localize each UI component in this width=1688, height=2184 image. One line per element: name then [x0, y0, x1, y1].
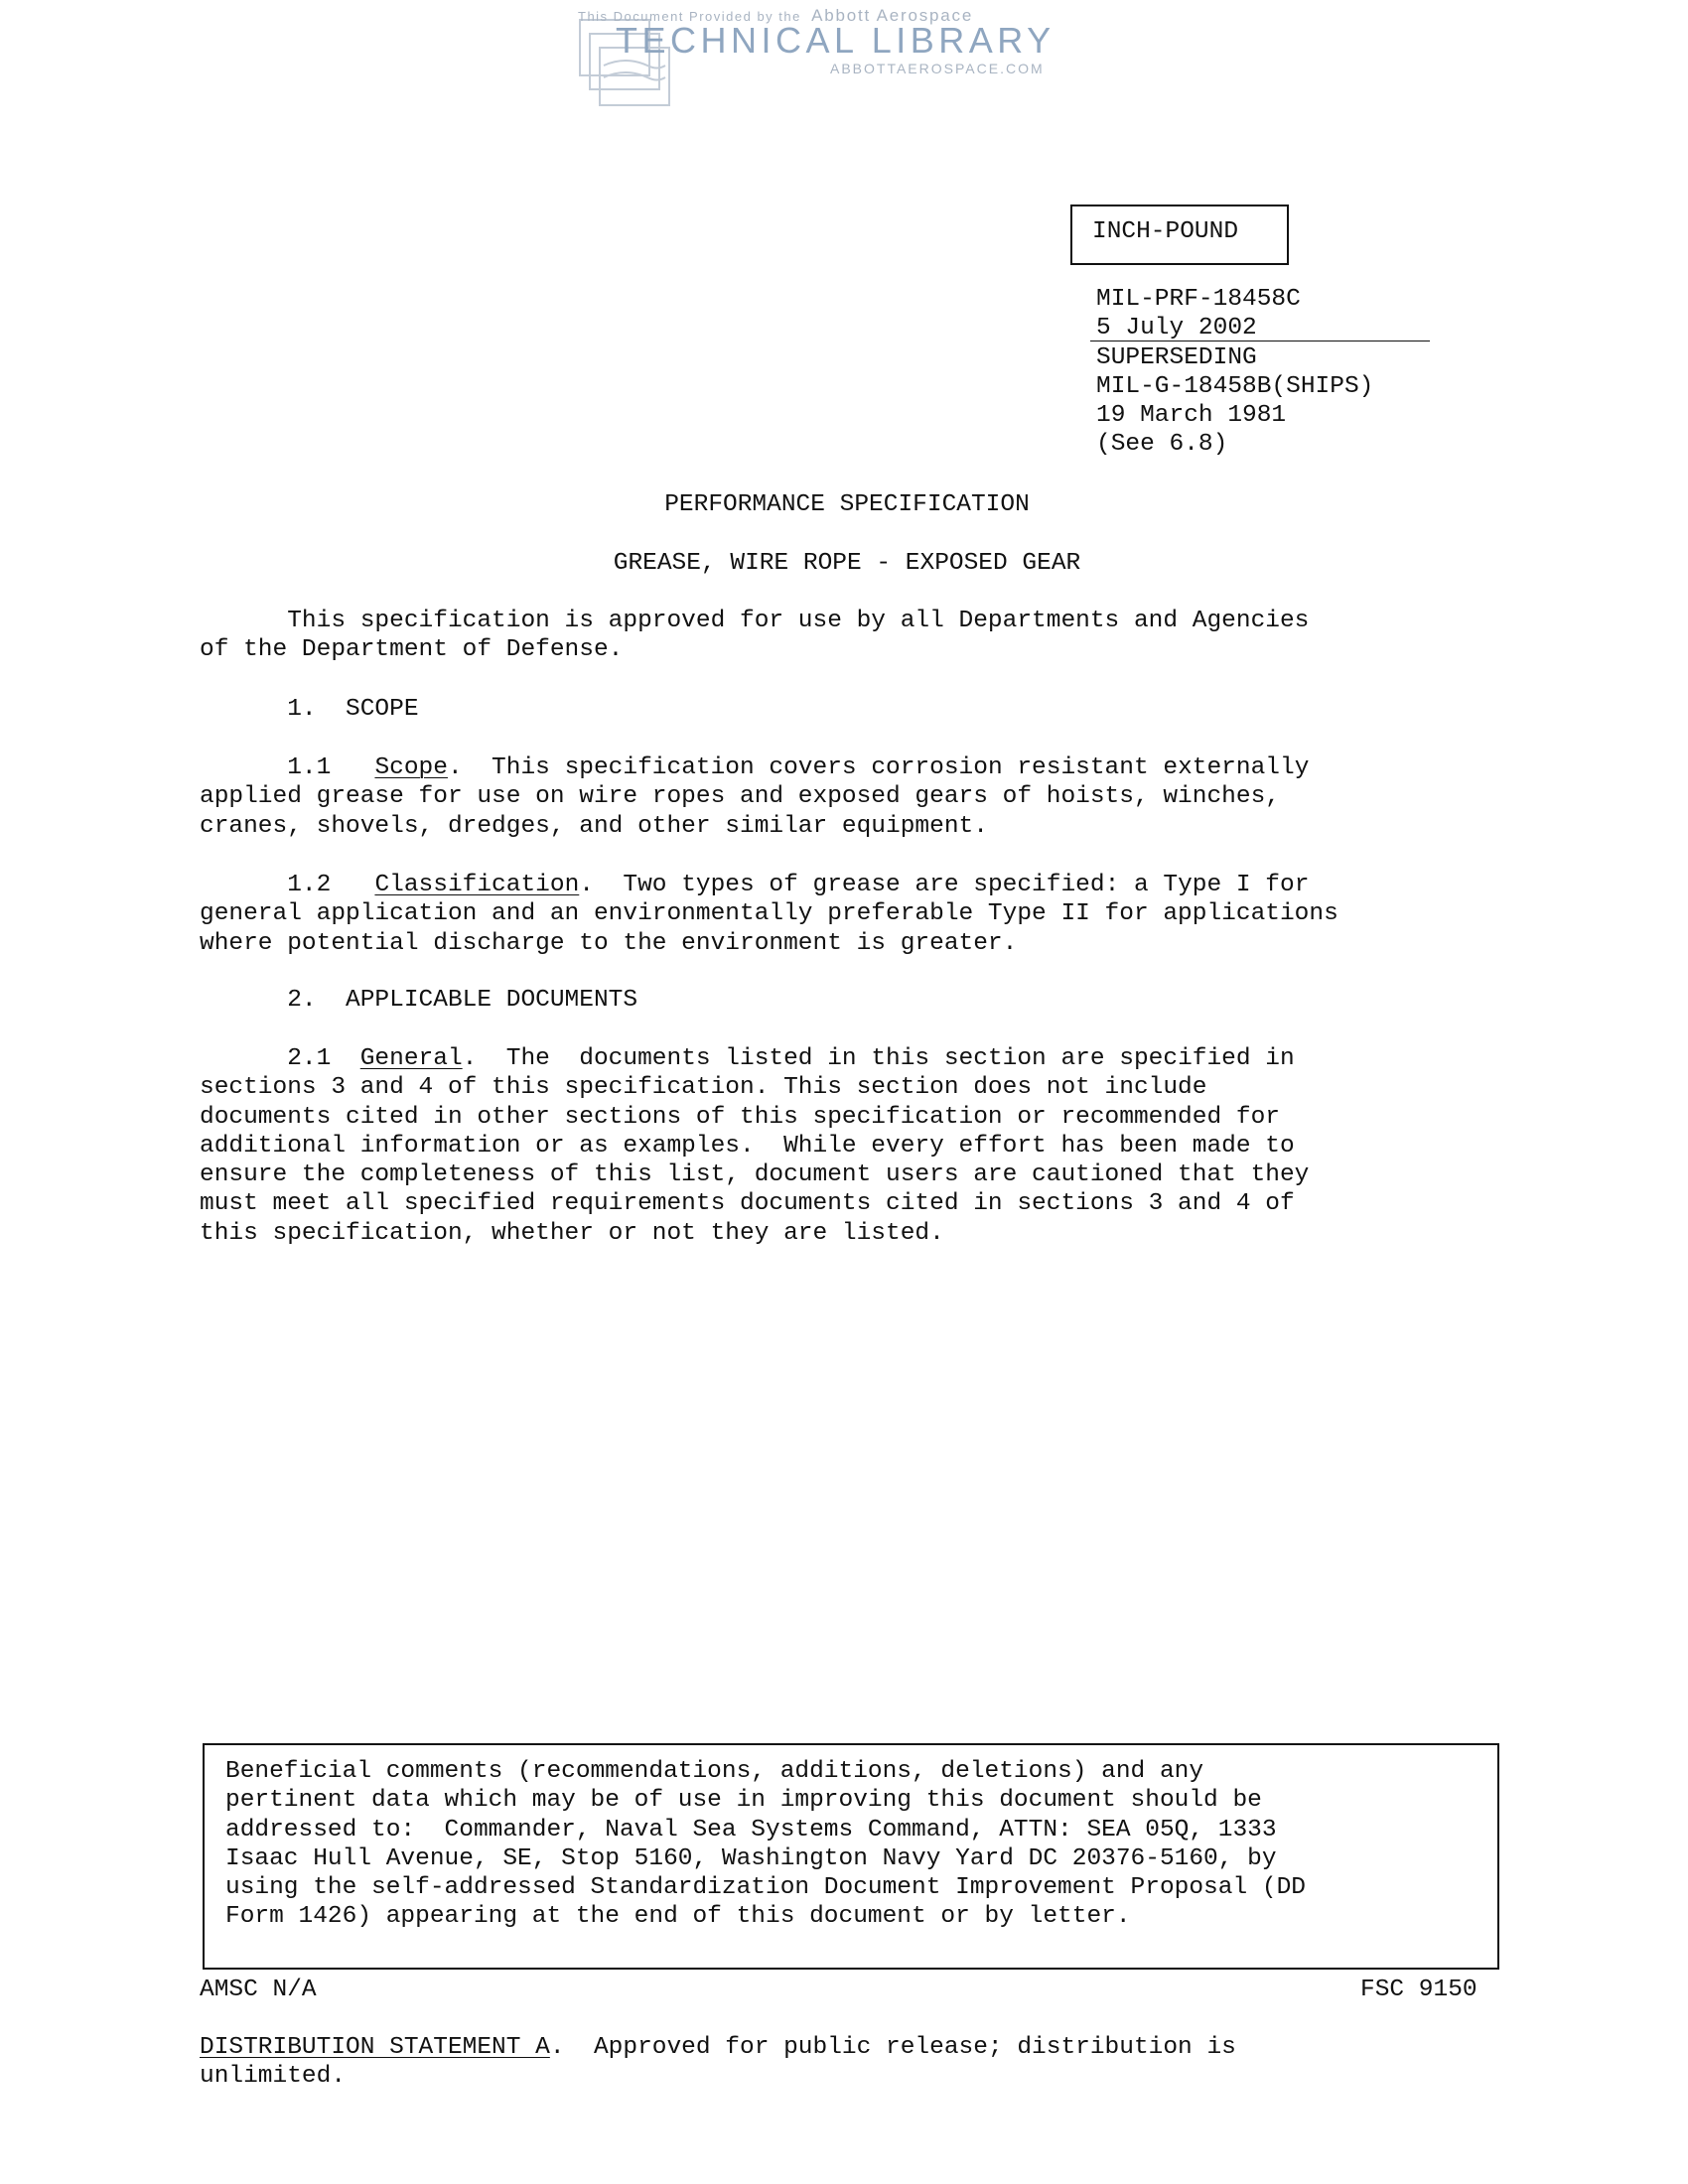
watermark-provided-text: This Document Provided by the	[578, 9, 801, 24]
superseding-label: SUPERSEDING	[1096, 343, 1257, 371]
document-date: 5 July 2002	[1096, 315, 1257, 342]
see-note: (See 6.8)	[1096, 431, 1228, 459]
comments-line: Beneficial comments (recommendations, additions, deletions) and any	[225, 1758, 1204, 1785]
distribution-line: unlimited.	[200, 2063, 347, 2091]
paragraph-text: . The documents listed in this section are specified in	[462, 1045, 1295, 1072]
beneficial-comments-text	[225, 1757, 1306, 1932]
paragraph-title: Scope	[374, 754, 448, 781]
paragraph-line: documents cited in other sections of this specification or recommended for	[200, 1103, 1280, 1131]
superseded-document: MIL-G-18458B(SHIPS)	[1096, 372, 1374, 400]
comments-line: addressed to: Commander, Naval Sea Systems Command, ATTN: SEA 05Q, 1333	[225, 1816, 1277, 1843]
watermark-brand: Abbott Aerospace	[811, 6, 974, 25]
section-heading-applicable-documents: 2. APPLICABLE DOCUMENTS	[200, 987, 638, 1014]
fsc-code: FSC 9150	[1360, 1977, 1477, 2003]
paragraph-line: additional information or as examples. While every effort has been made to	[200, 1132, 1295, 1160]
paragraph-number: 1.2	[200, 872, 375, 898]
unit-system-box	[1070, 205, 1289, 265]
section-heading-scope: 1. SCOPE	[200, 696, 419, 723]
paragraph-text: . Two types of grease are specified: a Type I for	[579, 872, 1310, 898]
document-number: MIL-PRF-18458C	[1096, 286, 1301, 313]
paragraph-line: this specification, whether or not they are listed.	[200, 1219, 944, 1247]
paragraph-line: cranes, shovels, dredges, and other similar equipment.	[200, 812, 988, 840]
watermark-title: TECHNICAL LIBRARY	[616, 20, 1055, 61]
approval-paragraph	[200, 607, 1520, 665]
paragraph-title: General	[359, 1045, 463, 1072]
comments-line: Form 1426) appearing at the end of this document or by letter.	[225, 1903, 1131, 1931]
document-id-block	[1096, 285, 1373, 460]
paragraph-line: where potential discharge to the environment is greater.	[200, 929, 1018, 957]
paragraph-1-1-scope	[200, 753, 1520, 841]
distribution-statement-label: DISTRIBUTION STATEMENT A	[200, 2034, 550, 2061]
distribution-statement-text: . Approved for public release; distribution is	[549, 2034, 1236, 2061]
paragraph-2-1-general	[200, 1044, 1520, 1248]
paragraph-text: . This specification covers corrosion resistant externally	[447, 754, 1310, 781]
unit-system-label: INCH-POUND	[1092, 218, 1239, 245]
paragraph-number: 2.1	[200, 1045, 360, 1072]
paragraph-line: applied grease for use on wire ropes and exposed gears of hoists, winches,	[200, 783, 1280, 811]
amsc-code: AMSC N/A	[200, 1977, 317, 2003]
paragraph-title: Classification	[374, 872, 580, 898]
paragraph-line: sections 3 and 4 of this specification. This section does not include	[200, 1074, 1207, 1102]
paragraph-number: 1.1	[200, 754, 375, 781]
paragraph-1-2-classification	[200, 871, 1520, 958]
specification-title: GREASE, WIRE ROPE - EXPOSED GEAR	[613, 550, 1081, 577]
paragraph-line	[200, 871, 1520, 899]
paragraph-line: ensure the completeness of this list, document users are cautioned that they	[200, 1161, 1310, 1189]
superseded-date: 19 March 1981	[1096, 402, 1287, 430]
paragraph-line	[200, 753, 1520, 782]
approval-line: This specification is approved for use by all Departments and Agencies	[200, 608, 1310, 634]
comments-line: Isaac Hull Avenue, SE, Stop 5160, Washington Navy Yard DC 20376-5160, by	[225, 1844, 1277, 1872]
beneficial-comments-box	[203, 1743, 1499, 1970]
technical-library-watermark	[566, 2, 1122, 116]
comments-line: pertinent data which may be of use in improving this document should be	[225, 1787, 1262, 1815]
paragraph-line: general application and an environmentally preferable Type II for applications	[200, 900, 1338, 928]
watermark-url: ABBOTTAEROSPACE.COM	[830, 61, 1045, 76]
comments-line: using the self-addressed Standardization Document Improvement Proposal (DD	[225, 1874, 1306, 1902]
approval-line: of the Department of Defense.	[200, 636, 624, 664]
paragraph-line: must meet all specified requirements documents cited in sections 3 and 4 of	[200, 1190, 1295, 1218]
specification-type: PERFORMANCE SPECIFICATION	[664, 491, 1030, 518]
paragraph-line	[200, 1044, 1520, 1073]
distribution-statement	[200, 2033, 1236, 2092]
distribution-line	[200, 2033, 1236, 2062]
